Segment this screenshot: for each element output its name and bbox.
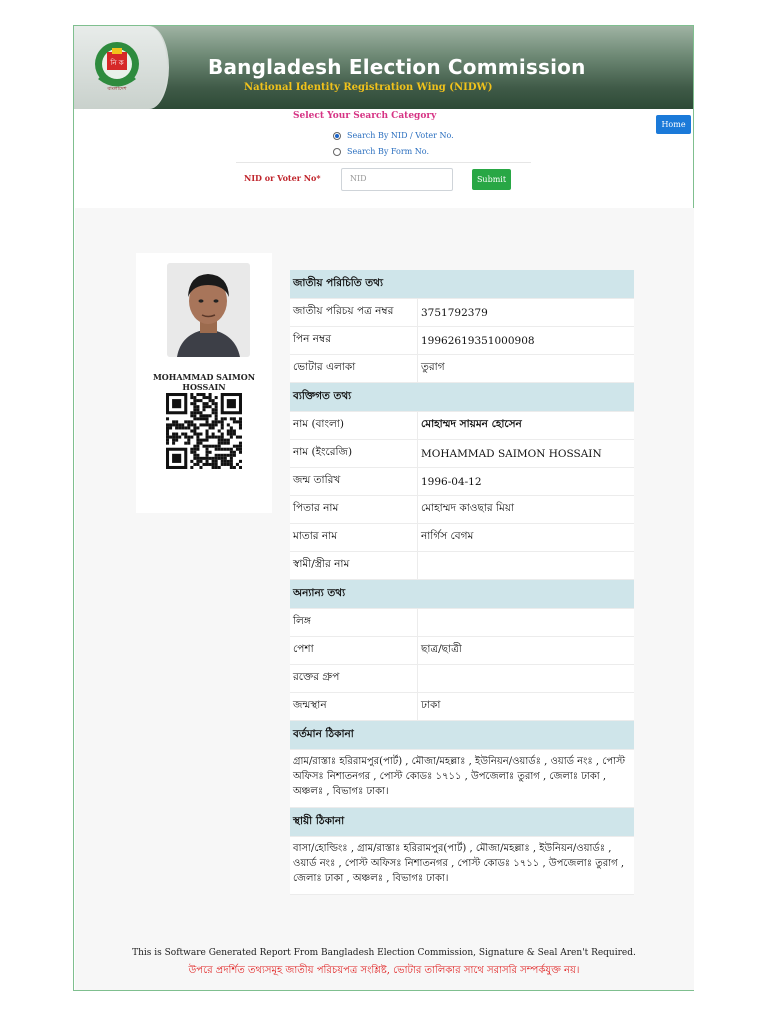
table-row xyxy=(290,609,634,637)
profile-photo xyxy=(167,263,250,357)
name-bangla-label: নাম (বাংলা) xyxy=(290,412,418,440)
table-row xyxy=(290,665,634,693)
profile-name xyxy=(136,372,272,392)
father-name-label: পিতার নাম xyxy=(290,496,418,524)
dob-value: 1996-04-12 xyxy=(418,468,635,496)
search-category-title: Select Your Search Category xyxy=(293,111,437,121)
spouse-name-label: স্বামী/স্ত্রীর নাম xyxy=(290,552,418,580)
table-row xyxy=(290,750,634,808)
voter-area-label: ভোটার এলাকা xyxy=(290,355,418,383)
radio-form[interactable] xyxy=(333,148,341,156)
table-row xyxy=(290,327,634,355)
profile-name-line2: HOSSAIN xyxy=(182,382,226,392)
radio-nid[interactable] xyxy=(333,132,341,140)
nid-number-value: 3751792379 xyxy=(418,299,635,327)
radio-option-form[interactable] xyxy=(333,147,429,156)
profile-name-line1: MOHAMMAD SAIMON xyxy=(152,372,256,382)
radio-nid-label: Search By NID / Voter No. xyxy=(347,131,454,140)
header-subtitle: National Identity Registration Wing (NIDW) xyxy=(244,82,493,93)
footer-disclaimer: This is Software Generated Report From Bangladesh Election Commission, Signature & Seal Aren't Required. xyxy=(132,948,636,958)
blood-group-value xyxy=(418,665,635,693)
header-title: Bangladesh Election Commission xyxy=(208,55,586,79)
table-row xyxy=(290,440,634,468)
table-row xyxy=(290,637,634,665)
profile-card xyxy=(136,253,272,513)
nid-field-label: NID or Voter No* xyxy=(244,173,321,183)
section-title-personal: ব্যক্তিগত তথ্য xyxy=(290,383,634,412)
table-row xyxy=(290,552,634,580)
submit-button[interactable]: Submit xyxy=(472,169,511,190)
svg-text:নি ক: নি ক xyxy=(110,59,124,67)
name-bangla-value: মোহাম্মদ সায়মন হোসেন xyxy=(418,412,635,440)
mother-name-value: নার্গিস বেগম xyxy=(418,524,635,552)
blood-group-label: রক্তের গ্রুপ xyxy=(290,665,418,693)
logo-text: বাংলাদেশ xyxy=(107,86,127,92)
radio-form-label: Search By Form No. xyxy=(347,147,430,156)
table-row xyxy=(290,524,634,552)
table-row xyxy=(290,468,634,496)
birthplace-value: ঢাকা xyxy=(418,693,635,721)
name-english-value: MOHAMMAD SAIMON HOSSAIN xyxy=(418,440,635,468)
table-row xyxy=(290,496,634,524)
section-title-other: অন্যান্য তথ্য xyxy=(290,580,634,609)
report-page xyxy=(73,25,694,991)
section-title-national-id: জাতীয় পরিচিতি তথ্য xyxy=(290,270,634,299)
qr-code xyxy=(166,393,242,469)
header-banner xyxy=(74,26,693,109)
name-english-label: নাম (ইংরেজি) xyxy=(290,440,418,468)
voter-area-value: তুরাগ xyxy=(418,355,635,383)
spouse-name-value xyxy=(418,552,635,580)
table-row xyxy=(290,355,634,383)
table-row xyxy=(290,412,634,440)
father-name-value: মোহাম্মদ কাওছার মিয়া xyxy=(418,496,635,524)
present-address-text: গ্রাম/রাস্তাঃ হরিরামপুর(পার্ট) , মৌজা/মহল্লাঃ , ইউনিয়ন/ওয়ার্ডঃ , ওয়ার্ড নংঃ , পোস্ট অফিসঃ নিশাতনগর , পোস্ট কোডঃ ১৭১১ , উপজেলাঃ তুরাগ , জেলাঃ ঢাকা , অঞ্চলঃ , বিভাগঃ ঢাকা। xyxy=(290,750,634,808)
nid-input[interactable]: NID xyxy=(341,168,453,191)
gender-value xyxy=(418,609,635,637)
nid-number-label: জাতীয় পরিচয় পত্র নম্বর xyxy=(290,299,418,327)
form-divider xyxy=(236,162,531,163)
occupation-value: ছাত্র/ছাত্রী xyxy=(418,637,635,665)
table-row xyxy=(290,299,634,327)
pin-label: পিন নম্বর xyxy=(290,327,418,355)
footer-warning: উপরে প্রদর্শিত তথ্যসমূহ জাতীয় পরিচয়পত্র সংশ্লিষ্ট, ভোটার তালিকার সাথে সরাসরি সম্পর্কযুক্ত নয়। xyxy=(188,965,580,976)
table-row xyxy=(290,693,634,721)
birthplace-label: জন্মস্থান xyxy=(290,693,418,721)
section-title-permanent-address: স্থায়ী ঠিকানা xyxy=(290,808,634,837)
section-title-present-address: বর্তমান ঠিকানা xyxy=(290,721,634,750)
occupation-label: পেশা xyxy=(290,637,418,665)
info-table xyxy=(290,270,634,895)
home-button[interactable]: Home xyxy=(656,115,691,134)
permanent-address-text: বাসা/হোল্ডিংঃ , গ্রাম/রাস্তাঃ হরিরামপুর(পার্ট) , মৌজা/মহল্লাঃ , ইউনিয়ন/ওয়ার্ডঃ , ওয়ার্ড নংঃ , পোস্ট অফিসঃ নিশাতনগর , পোস্ট কোডঃ ১৭১১ , উপজেলাঃ তুরাগ , জেলাঃ ঢাকা , অঞ্চলঃ , বিভাগঃ ঢাকা। xyxy=(290,837,634,895)
table-row xyxy=(290,837,634,895)
dob-label: জন্ম তারিখ xyxy=(290,468,418,496)
pin-value: 19962619351000908 xyxy=(418,327,635,355)
gender-label: লিঙ্গ xyxy=(290,609,418,637)
radio-option-nid[interactable] xyxy=(333,131,454,140)
mother-name-label: মাতার নাম xyxy=(290,524,418,552)
election-commission-logo xyxy=(91,38,143,92)
